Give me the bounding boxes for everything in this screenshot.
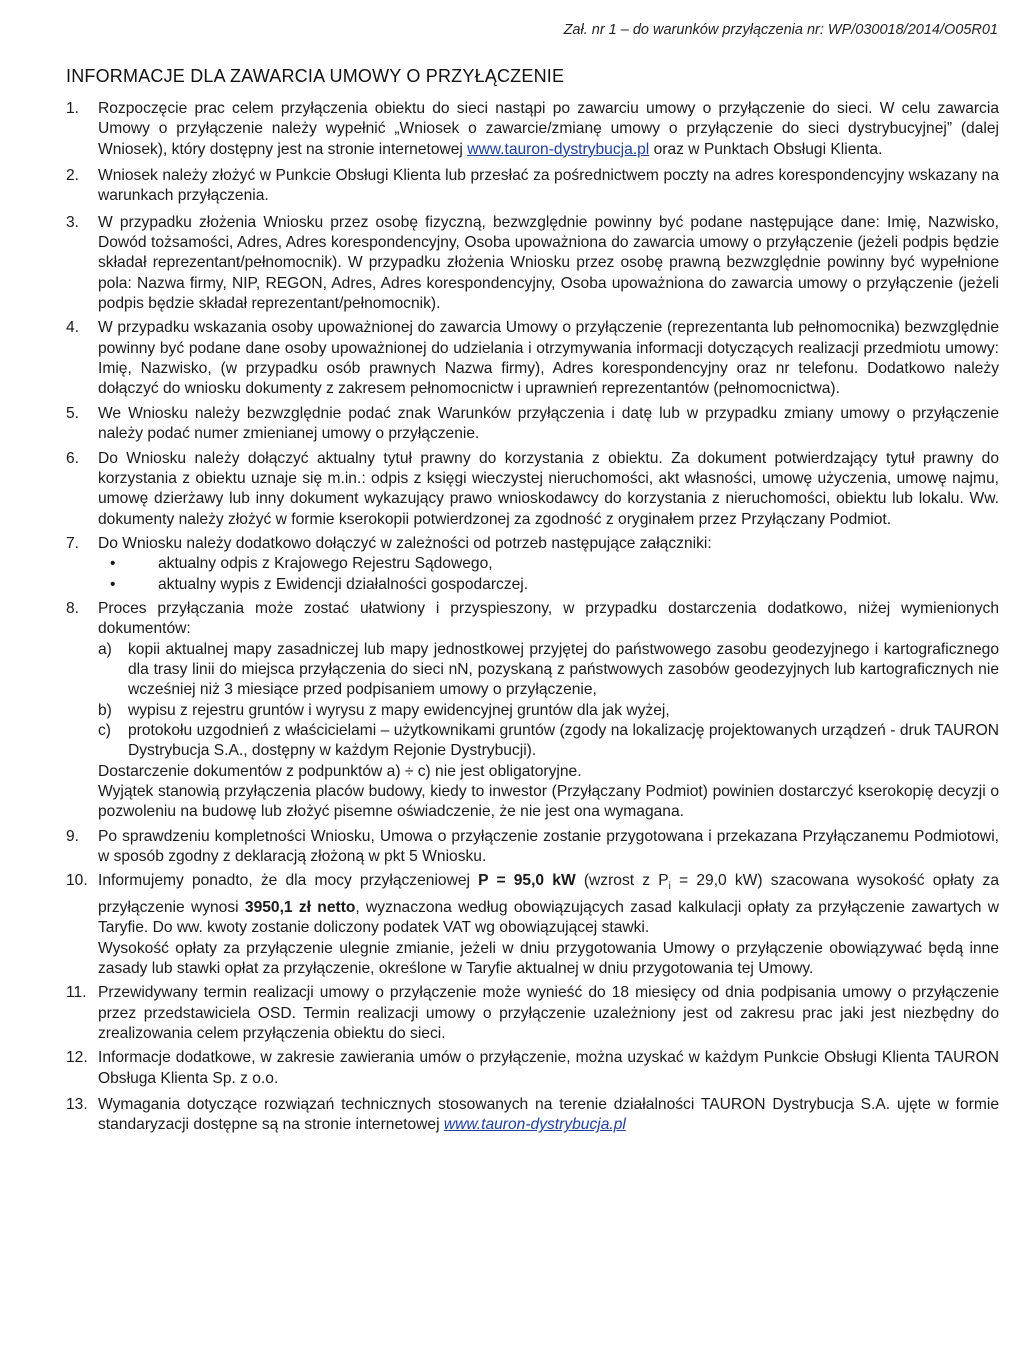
item-text-part: (wzrost z P xyxy=(575,872,669,890)
subscript: i xyxy=(668,881,671,893)
item-number: 4. xyxy=(66,319,80,337)
item-note: Dostarczenie dokumentów z podpunktów a) ÷ c) nie jest obligatoryjne. xyxy=(98,762,582,780)
item-text-part: oraz w Punktach Obsługi Klienta. xyxy=(649,140,883,158)
attachment-bullet-list xyxy=(98,554,999,595)
connection-fee: 3950,1 zł netto xyxy=(244,898,356,916)
item-number: 13. xyxy=(66,1095,88,1113)
sublist-text: wypisu z rejestru gruntów i wyrysu z mapy ewidencyjnej gruntów dla jak wyżej, xyxy=(128,701,670,719)
website-link[interactable]: www.tauron-dystrybucja.pl xyxy=(443,1116,626,1134)
list-item-10 xyxy=(66,871,999,979)
item-text xyxy=(98,871,999,938)
list-item-13 xyxy=(66,1095,999,1136)
item-note: Wyjątek stanowią przyłączenia placów budowy, kiedy to inwestor (Przyłączany Podmiot) powinien dostarczyć kserokopię decyzji o pozwoleniu na budowę lub złożyć pisemne oświadczenie, że nie jest ona wymagana. xyxy=(98,783,999,821)
list-item-12 xyxy=(66,1048,999,1089)
list-item-6 xyxy=(66,449,999,530)
item-text: Wniosek należy złożyć w Punkcie Obsługi Klienta lub przesłać za pośrednictwem poczty na adres korespondencyjny wskazany na warunkach przyłączenia. xyxy=(98,167,999,205)
sublist-item-a xyxy=(98,640,999,701)
item-text: We Wniosku należy bezwzględnie podać znak Warunków przyłączenia i datę lub w przypadku zmiany umowy o przyłączenie należy podać numer zmienianej umowy o przyłączenie. xyxy=(98,404,999,443)
bullet-item xyxy=(98,575,999,595)
item-text: Proces przyłączania może zostać ułatwiony i przyspieszony, w przypadku dostarczenia dodatkowo, niżej wymienionych dokumentów: xyxy=(98,599,999,638)
item-text: Do Wniosku należy dodatkowo dołączyć w zależności od potrzeb następujące załączniki: xyxy=(98,534,712,552)
item-number: 3. xyxy=(66,213,80,231)
bullet-icon: • xyxy=(110,575,116,593)
bullet-icon: • xyxy=(110,555,116,573)
item-number: 8. xyxy=(66,599,80,617)
list-item-4 xyxy=(66,318,999,399)
item-number: 7. xyxy=(66,534,80,552)
list-item-5 xyxy=(66,404,999,445)
list-item-3 xyxy=(66,213,999,315)
document-title: INFORMACJE DLA ZAWARCIA UMOWY O PRZYŁĄCZENIE xyxy=(66,66,565,86)
list-item-8 xyxy=(66,599,999,823)
item-number: 11. xyxy=(66,984,87,1002)
item-number: 10. xyxy=(66,872,88,890)
sublist-item-c xyxy=(98,721,999,762)
list-item-1 xyxy=(66,99,999,160)
item-text: Informacje dodatkowe, w zakresie zawierania umów o przyłączenie, można uzyskać w każdym Punkcie Obsługi Klienta TAURON Obsługa Klienta Sp. z o.o. xyxy=(98,1049,999,1087)
sublist-item-b xyxy=(98,701,999,721)
item-text: Po sprawdzeniu kompletności Wniosku, Umowa o przyłączenie zostanie przygotowana i przekazana Przyłączanemu Podmiotowi, w sposób zgodny z deklaracją złożoną w pkt 5 Wniosku. xyxy=(98,827,999,866)
sublist-text: protokołu uzgodnień z właścicielami – użytkownikami gruntów (zgody na lokalizację projektowanych urządzeń - druk TAURON Dystrybucja S.A., dostępny w każdym Rejonie Dystrybucji). xyxy=(128,721,999,760)
item-paragraph: Wysokość opłaty za przyłączenie ulegnie zmianie, jeżeli w dniu przygotowania Umowy o przyłączenie obowiązywać będą inne zasady lub stawki opłat za przyłączenie, określone w Taryfie aktualnej w dniu przygotowania tej Umowy. xyxy=(98,939,999,977)
item-text-part: = 29,0 kW) szacowana wysokość opłaty za przyłączenie wynosi xyxy=(98,872,999,916)
sublist-letter: a) xyxy=(98,640,112,658)
item-number: 9. xyxy=(66,827,80,845)
item-text-part: Informujemy ponadto, że dla mocy przyłączeniowej xyxy=(98,872,479,890)
document-sublist xyxy=(98,640,999,762)
website-link[interactable]: www.tauron-dystrybucja.pl xyxy=(467,140,650,158)
item-text-part: , wyznaczona według obowiązujących zasad kalkulacji opłaty za przyłączenie zawartych w Taryfie. Do ww. kwoty zostanie doliczony podatek VAT wg obowiązującej stawki. xyxy=(98,898,999,937)
item-number: 6. xyxy=(66,449,80,467)
item-text: W przypadku złożenia Wniosku przez osobę fizyczną, bezwzględnie powinny być podane następujące dane: Imię, Nazwisko, Dowód tożsamości, Adres, Adres korespondencyjny, Osoba upoważniona do zawarcia umowy o przyłączenie (jeżeli podpis będzie składał reprezentant/pełnomocnik). W przypadku złożenia Wniosku przez osobę prawną bezwzględnie powinny być wypełnione pola: Nazwa firmy, NIP, REGON, Adres, Adres korespondencyjny, Osoba upoważniona do zawarcia umowy o przyłączenie (jeżeli podpis będzie składał reprezentant/pełnomocnik). xyxy=(98,213,999,313)
sublist-text: kopii aktualnej mapy zasadniczej lub mapy jednostkowej przyjętej do państwowego zasobu geodezyjnego i kartograficznego dla trasy linii do miejsca przyłączenia do sieci nN, pozyskaną z państwowych zasobów geodezyjnych lub kartograficznych nie wcześniej niż 3 miesiące przed podpisaniem umowy o przyłączenie, xyxy=(128,640,999,699)
bullet-text: aktualny wypis z Ewidencji działalności gospodarczej. xyxy=(158,575,529,593)
bullet-text: aktualny odpis z Krajowego Rejestru Sądowego, xyxy=(158,555,493,573)
list-item-9 xyxy=(66,827,999,868)
sublist-letter: c) xyxy=(98,721,111,739)
item-number: 1. xyxy=(66,100,80,117)
attachment-reference: Zał. nr 1 – do warunków przyłączenia nr: WP/030018/2014/O05R01 xyxy=(563,22,998,38)
bullet-item xyxy=(98,554,999,574)
sublist-letter: b) xyxy=(98,701,112,719)
item-text: W przypadku wskazania osoby upoważnionej do zawarcia Umowy o przyłączenie (reprezentanta lub pełnomocnika) bezwzględnie powinny być podane dane osoby upoważnionej do udzielania i otrzymywania informacji dotyczących realizacji przedmiotu umowy: Imię, Nazwisko, (w przypadku osób prawnych Nazwa firmy), Adres korespondencyjny oraz nr telefonu. Dodatkowo należy dołączyć do wniosku dokumenty z zakresem pełnomocnictw i uprawnień reprezentantów (pełnomocnictwa). xyxy=(98,319,999,398)
list-item-2 xyxy=(66,166,999,207)
document-body xyxy=(66,99,999,1136)
item-number: 5. xyxy=(66,404,80,422)
connection-power: P = 95,0 kW xyxy=(478,872,576,890)
item-text-part: Wymagania dotyczące rozwiązań technicznych stosowanych na terenie działalności TAURON Dystrybucja S.A. ujęte w formie standaryzacji dostępne są na stronie internetowej xyxy=(98,1095,999,1134)
item-text: Do Wniosku należy dołączyć aktualny tytuł prawny do korzystania z obiektu. Za dokument potwierdzający tytuł prawny do korzystania z obiektu uznaje się m.in.: odpis z księgi wieczystej nieruchomości, akt własności, umowę użyczenia, umowę najmu, umowę dzierżawy lub inny dokument wykazujący prawo wnioskodawcy do korzystania z nieruchomości, obiektu lub lokalu. Ww. dokumenty należy złożyć w formie kserokopii potwierdzonej za zgodność z oryginałem przez Przyłączany Podmiot. xyxy=(98,449,999,528)
item-text xyxy=(98,1095,999,1136)
item-text-part: Rozpoczęcie prac celem przyłączenia obiektu do sieci nastąpi po zawarciu umowy o przyłączenie do sieci. W celu zawarcia Umowy o przyłączenie należy wypełnić „Wniosek o zawarcie/zmianę umowy o przyłączenie do sieci dystrybucyjnej” (dalej Wniosek), który dostępny jest na stronie internetowej xyxy=(98,100,999,158)
list-item-11 xyxy=(66,983,999,1044)
item-text: Przewidywany termin realizacji umowy o przyłączenie może wynieść do 18 miesięcy od dnia podpisania umowy o przyłączenie przez przedstawiciela OSD. Termin realizacji umowy o przyłączenie uzależniony jest od zakresu prac jaki jest niezbędny do zrealizowania celem przyłączenia obiektu do sieci. xyxy=(98,984,999,1042)
item-number: 12. xyxy=(66,1049,88,1067)
item-text xyxy=(98,99,999,160)
list-item-7 xyxy=(66,534,999,595)
item-number: 2. xyxy=(66,167,80,185)
